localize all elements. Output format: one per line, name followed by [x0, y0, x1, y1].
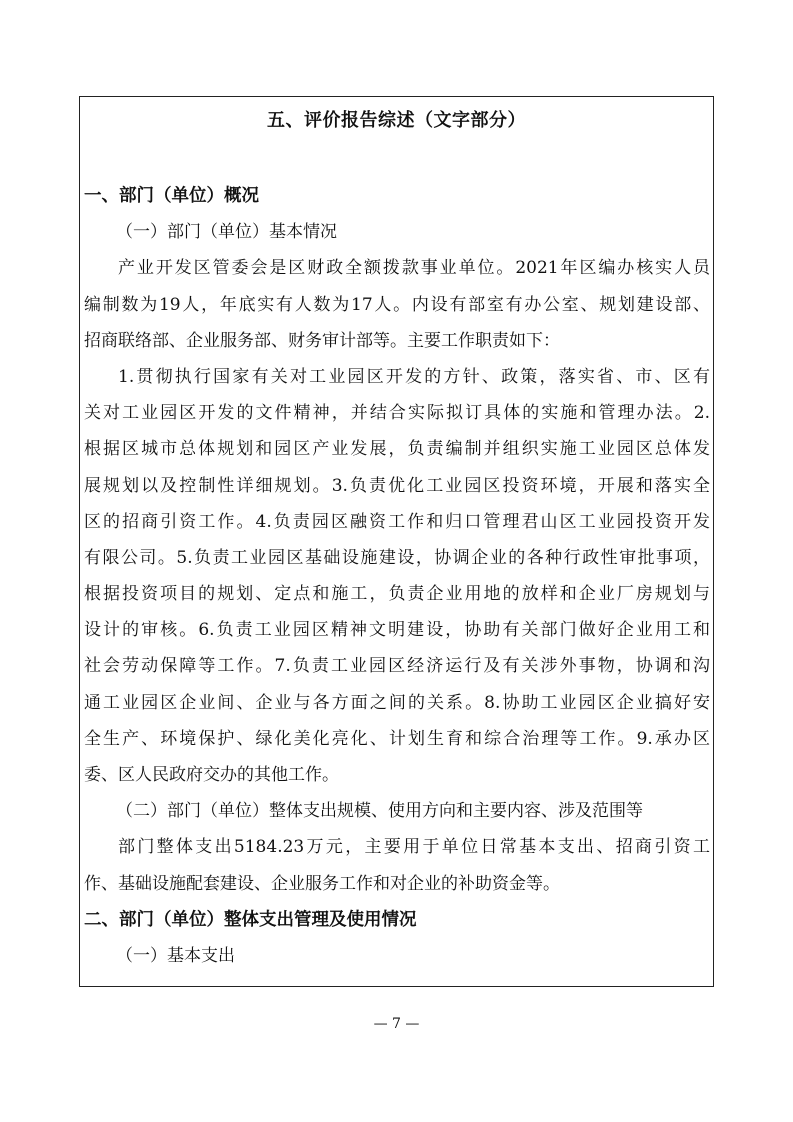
duty-line: 区的招商引资工作。4.负责园区融资工作和归口管理君山区工业园投资开发 — [84, 511, 710, 532]
section-2-heading: 二、部门（单位）整体支出管理及使用情况 — [84, 909, 417, 930]
document-body — [84, 178, 710, 974]
page-title: 五、评价报告综述（文字部分） — [267, 110, 526, 131]
intro-line: 编制数为19人，年底实有人数为17人。内设有部室有办公室、规划建设部、 — [84, 294, 710, 315]
duty-line: 全生产、环境保护、绿化美化亮化、计划生育和综合治理等工作。9.承办区 — [84, 728, 710, 749]
duty-line: 展规划以及控制性详细规划。3.负责优化工业园区投资环境，开展和落实全 — [84, 475, 710, 496]
page-number: — 7 — — [373, 1016, 420, 1032]
duty-line: 社会劳动保障等工作。7.负责工业园区经济运行及有关涉外事物，协调和沟 — [84, 656, 710, 677]
section-1-heading: 一、部门（单位）概况 — [84, 186, 259, 206]
intro-line: 招商联络部、企业服务部、财务审计部等。主要工作职责如下： — [84, 330, 560, 351]
expenditure-line: 作、基础设施配套建设、企业服务工作和对企业的补助资金等。 — [84, 873, 560, 894]
expenditure-line: 部门整体支出5184.23万元，主要用于单位日常基本支出、招商引资工 — [118, 837, 710, 858]
duty-line: 委、区人民政府交办的其他工作。 — [84, 765, 339, 785]
duty-line: 根据投资项目的规划、定点和施工，负责企业用地的放样和企业厂房规划与 — [84, 584, 710, 605]
section-1-2-heading: （二）部门（单位）整体支出规模、使用方向和主要内容、涉及范围等 — [116, 801, 643, 822]
duty-line: 通工业园区企业间、企业与各方面之间的关系。8.协助工业园区企业搞好安 — [84, 692, 710, 713]
intro-line: 产业开发区管委会是区财政全额拨款事业单位。2021年区编办核实人员 — [118, 258, 710, 279]
duty-line: 关对工业园区开发的文件精神，并结合实际拟订具体的实施和管理办法。2. — [84, 403, 710, 424]
duty-line: 根据区城市总体规划和园区产业发展，负责编制并组织实施工业园区总体发 — [84, 439, 710, 460]
duty-line: 设计的审核。6.负责工业园区精神文明建设，协助有关部门做好企业用工和 — [84, 620, 710, 641]
duty-line: 有限公司。5.负责工业园区基础设施建设，协调企业的各种行政性审批事项， — [84, 547, 710, 568]
section-1-1-heading: （一）部门（单位）基本情况 — [116, 222, 337, 243]
duty-line: 1.贯彻执行国家有关对工业园区开发的方针、政策，落实省、市、区有 — [118, 366, 710, 387]
section-2-1-heading: （一）基本支出 — [116, 945, 235, 966]
